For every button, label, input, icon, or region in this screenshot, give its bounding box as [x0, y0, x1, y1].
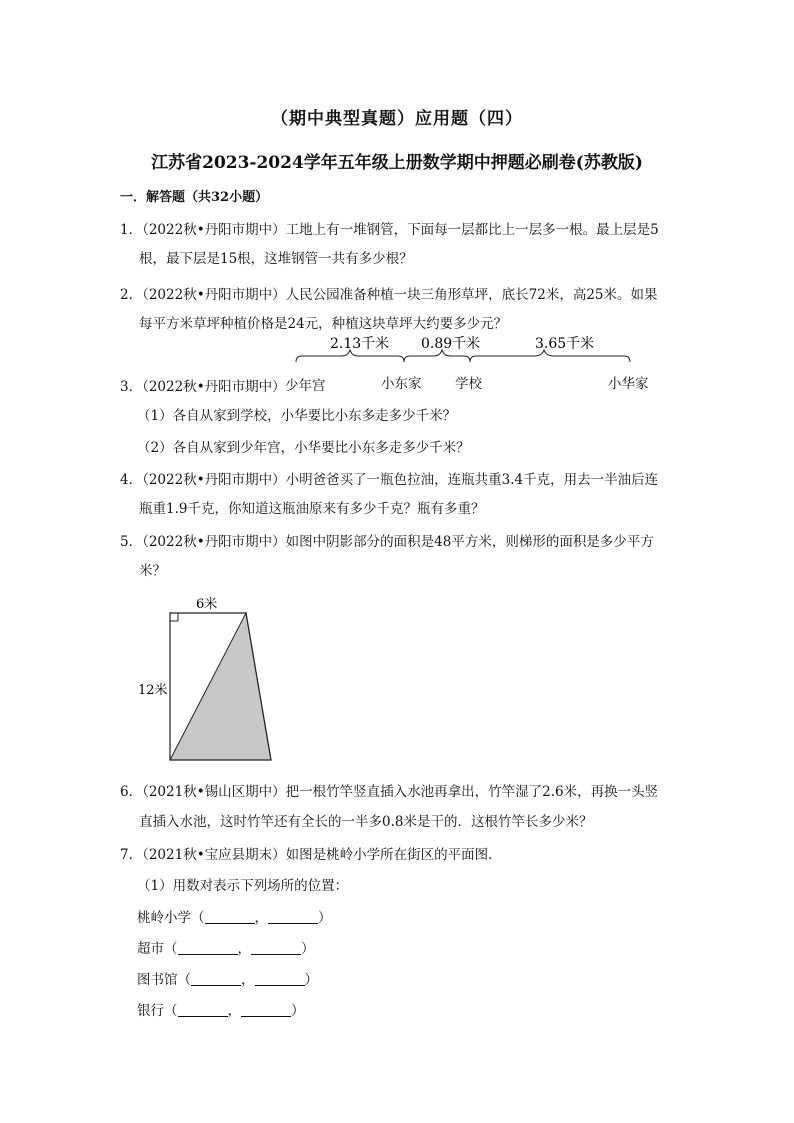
q6-line1: 6．（2021秋•锡山区期中）把一根竹竿竖直插入水池再拿出，竹竿湿了2.6米，再换一头竖: [120, 784, 659, 800]
fill-label: 超市（: [137, 941, 178, 957]
page-subtitle: 江苏省2023-2024学年五年级上册数学期中押题必刷卷(苏教版): [151, 153, 643, 173]
fill-close: ）: [301, 941, 315, 957]
answer-blank-y[interactable]: [241, 1002, 291, 1017]
q2-line2: 每平方米草坪种植价格是24元，种植这块草坪大约要多少元？: [139, 316, 508, 332]
q5-line1: 5．（2022秋•丹阳市期中）如图中阴影部分的面积是48平方米，则梯形的面积是多少平方: [120, 534, 654, 550]
fill-label: 银行（: [137, 1003, 178, 1019]
fill-row-library: [137, 968, 318, 988]
place-xiaodong-home: 小东家: [381, 376, 422, 392]
fill-sep: ，: [227, 1003, 241, 1019]
segment-label-1: 2.13千米: [330, 336, 390, 352]
answer-blank-x[interactable]: [191, 971, 241, 986]
q3-sub2: （2）各自从家到少年宫，小华要比小东多走多少千米？: [137, 440, 470, 456]
segment-label-2: 0.89千米: [421, 336, 481, 352]
q7-line1: 7．（2021秋•宝应县期末）如图是桃岭小学所在街区的平面图．: [120, 847, 502, 863]
fill-label: 图书馆（: [137, 972, 191, 988]
fill-close: ）: [304, 972, 318, 988]
fill-row-bank: [137, 999, 305, 1019]
fill-sep: ，: [237, 941, 251, 957]
fill-close: ）: [291, 1003, 305, 1019]
answer-blank-y[interactable]: [255, 971, 305, 986]
q1-line1: 1．（2022秋•丹阳市期中）工地上有一堆钢管，下面每一层都比上一层多一根。最上层是5: [120, 222, 659, 238]
fill-sep: ，: [254, 910, 268, 926]
q5-line2: 米？: [139, 563, 166, 579]
q2-line1: 2．（2022秋•丹阳市期中）人民公园准备种植一块三角形草坪，底长72米，高25米。如果: [120, 287, 658, 303]
answer-blank-y[interactable]: [251, 940, 301, 955]
place-xiaohua-home: 小华家: [608, 376, 649, 392]
q4-line1: 4．（2022秋•丹阳市期中）小明爸爸买了一瓶色拉油，连瓶共重3.4千克，用去一半油后连: [120, 472, 659, 488]
answer-blank-x[interactable]: [178, 1002, 228, 1017]
height-label: 12米: [138, 683, 168, 698]
segment-label-3: 3.65千米: [535, 336, 595, 352]
place-school: 学校: [455, 376, 482, 392]
q6-line2: 直插入水池，这时竹竿还有全长的一半多0.8米是干的．这根竹竿长多少米？: [139, 814, 593, 830]
q7-sub1: （1）用数对表示下列场所的位置：: [137, 878, 349, 894]
q4-line2: 瓶重1.9千克，你知道这瓶油原来有多少千克？瓶有多重？: [139, 501, 485, 517]
page-title: （期中典型真题）应用题（四）: [271, 109, 523, 129]
fill-sep: ，: [241, 972, 255, 988]
fill-close: ）: [318, 910, 332, 926]
q3-sub1: （1）各自从家到学校，小华要比小东多走多少千米？: [137, 408, 457, 424]
q1-line2: 根，最下层是15根，这堆钢管一共有多少根？: [139, 251, 413, 267]
right-angle-mark: [170, 613, 178, 621]
place-youth-palace: 少年宫: [285, 378, 326, 394]
answer-blank-y[interactable]: [268, 909, 318, 924]
q3-line1: 3．（2022秋•丹阳市期中）: [120, 379, 286, 395]
answer-blank-x[interactable]: [178, 940, 238, 955]
shaded-triangle: [170, 613, 271, 760]
trapezoid-figure: [130, 590, 290, 770]
fill-row-supermarket: [137, 937, 315, 957]
fill-label: 桃岭小学（: [137, 910, 205, 926]
answer-blank-x[interactable]: [205, 909, 255, 924]
section-heading: 一．解答题（共32小题）: [120, 190, 269, 205]
fill-row-school: [137, 906, 332, 926]
top-length-label: 6米: [196, 597, 218, 612]
